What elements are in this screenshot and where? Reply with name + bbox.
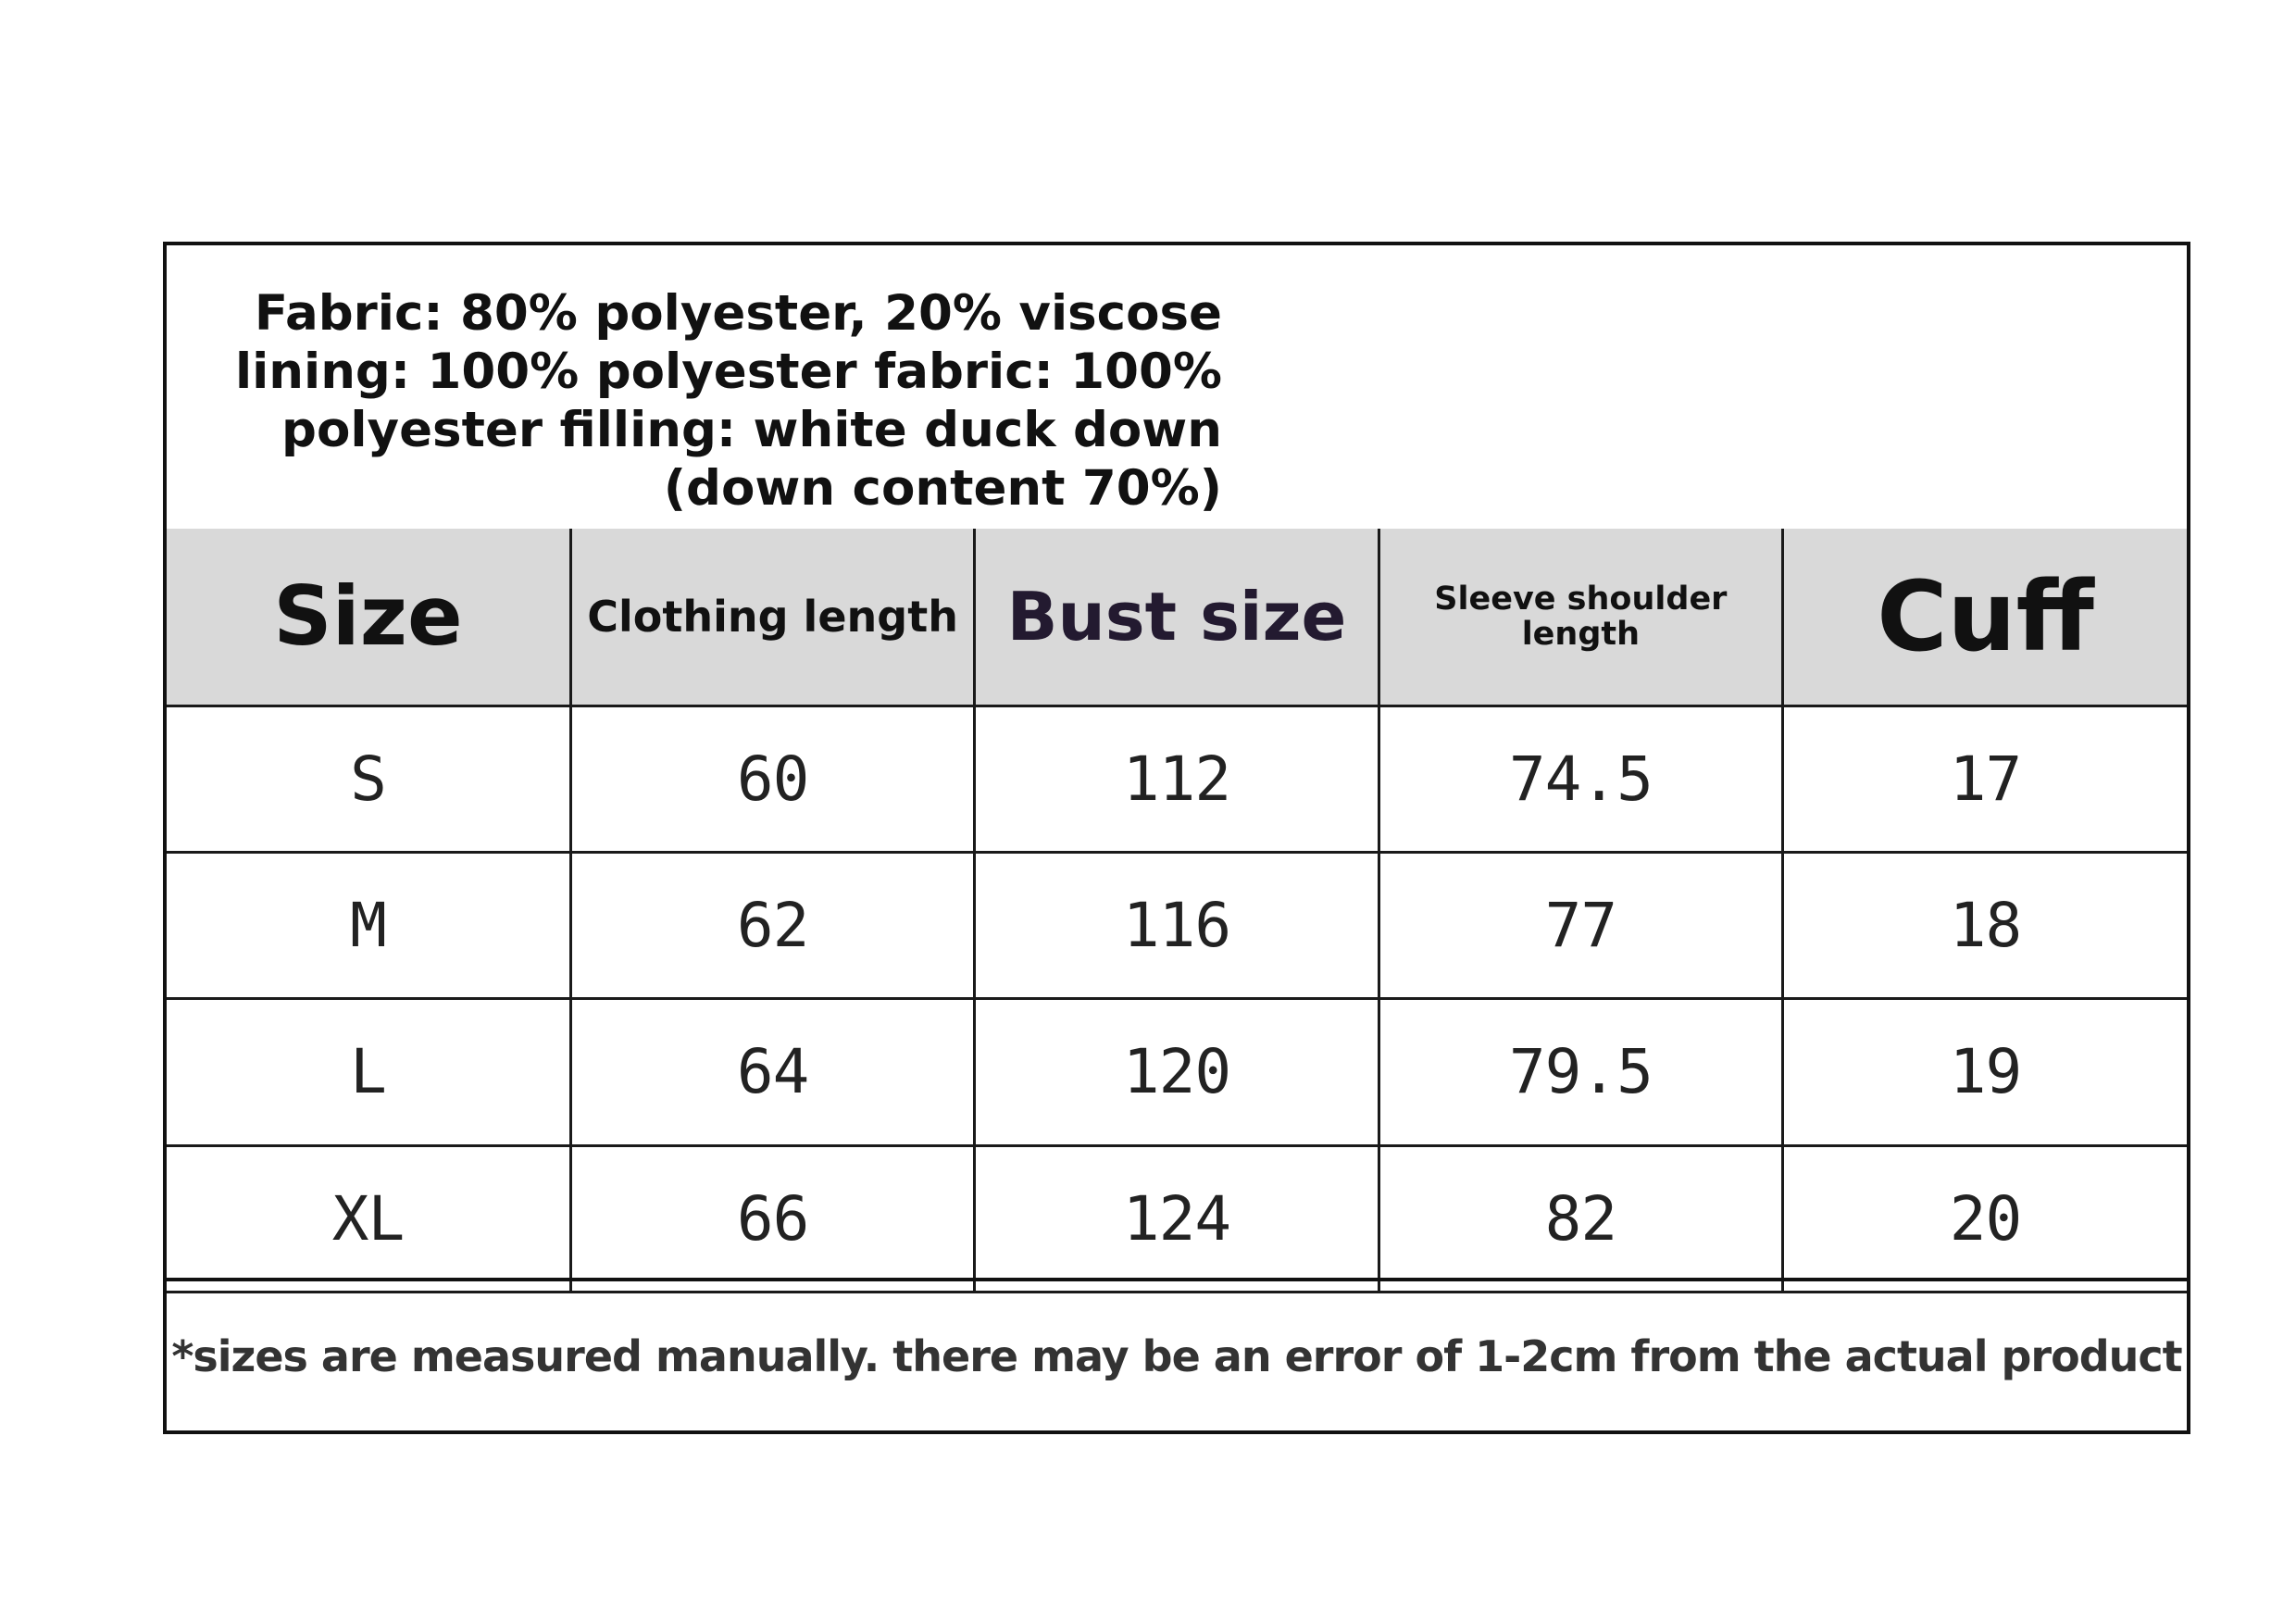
cell-size: XL [167,1145,570,1292]
measurement-note: *sizes are measured manually. there may be an error of 1-2cm from the actual product [167,1278,2187,1430]
cell-bust-size: 120 [975,999,1379,1145]
table-header-row [167,529,2187,706]
cell-clothing-length: 64 [570,999,974,1145]
table-row [167,852,2187,998]
header-clothing-length: Clothing length [570,529,974,706]
down-content-line: (down content 70%) [663,460,1222,517]
cell-sleeve-shoulder-length: 74.5 [1379,706,1782,852]
header-sleeve-shoulder-length: Sleeve shoulder length [1379,529,1782,706]
cell-sleeve-shoulder-length: 79.5 [1379,999,1782,1145]
cell-cuff: 18 [1783,852,2187,998]
table-row [167,706,2187,852]
cell-clothing-length: 60 [570,706,974,852]
table-row [167,1145,2187,1292]
fabric-line: Fabric: 80% polyester, 20% viscose [254,285,1222,342]
cell-sleeve-shoulder-length: 77 [1379,852,1782,998]
cell-clothing-length: 62 [570,852,974,998]
cell-bust-size: 112 [975,706,1379,852]
fabric-composition [167,245,1222,532]
header-cuff: Cuff [1783,529,2187,706]
cell-cuff: 17 [1783,706,2187,852]
cell-bust-size: 116 [975,852,1379,998]
cell-bust-size: 124 [975,1145,1379,1292]
cell-sleeve-shoulder-length: 82 [1379,1145,1782,1292]
cell-cuff: 19 [1783,999,2187,1145]
filling-line: polyester filling: white duck down [281,402,1222,458]
cell-clothing-length: 66 [570,1145,974,1292]
header-bust-size: Bust size [975,529,1379,706]
cell-cuff: 20 [1783,1145,2187,1292]
header-size: Size [167,529,570,706]
table-row [167,999,2187,1145]
lining-line: lining: 100% polyester fabric: 100% [234,343,1222,400]
size-chart [163,242,2190,1434]
cell-size: L [167,999,570,1145]
cell-size: M [167,852,570,998]
size-table [167,529,2187,1293]
cell-size: S [167,706,570,852]
